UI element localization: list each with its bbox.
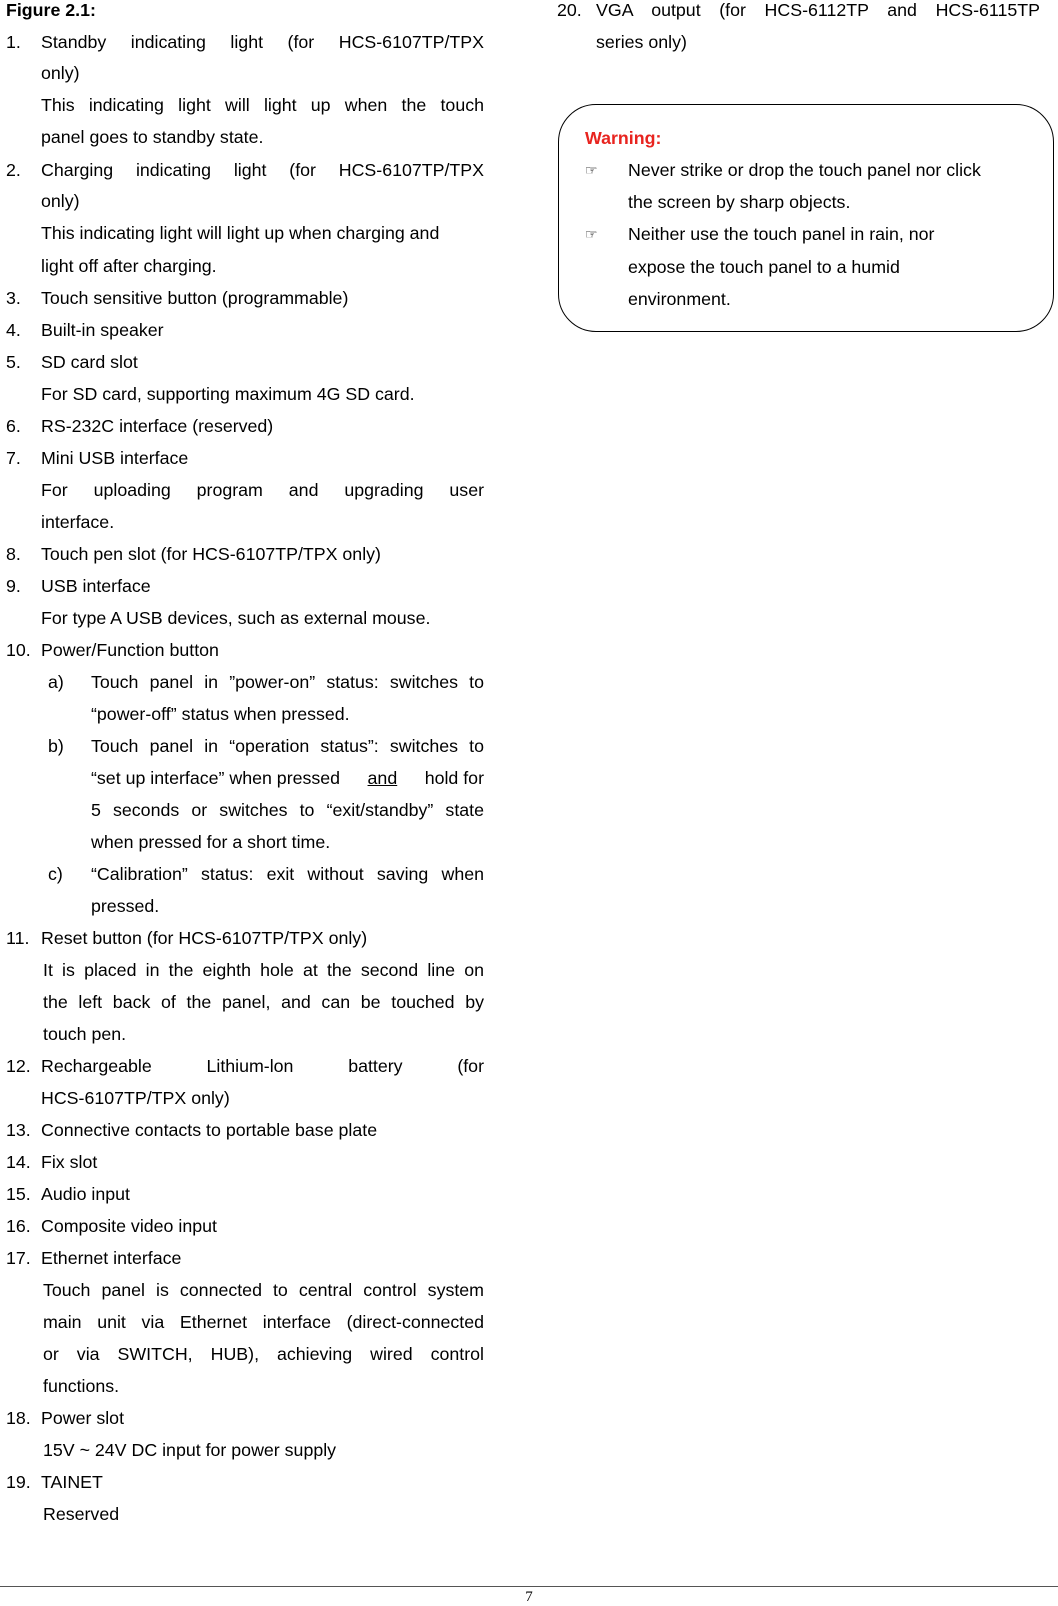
pointing-hand-icon: ☞ <box>585 226 598 242</box>
item-number-3: 3. <box>6 288 21 308</box>
underlined-and: and <box>367 768 398 788</box>
item-number-5: 5. <box>6 352 21 372</box>
item-number-11: 11. <box>6 928 30 948</box>
item-17-desc-3: or via SWITCH, HUB), achieving wired control <box>43 1344 484 1364</box>
item-number-2: 2. <box>6 160 21 180</box>
item-number-18: 18. <box>6 1408 31 1428</box>
item-9-desc: For type A USB devices, such as external mouse. <box>41 608 431 628</box>
item-7: Mini USB interface <box>41 448 189 468</box>
item-number-4: 4. <box>6 320 21 340</box>
item-17-desc: Touch panel is connected to central control system <box>43 1280 484 1300</box>
warning-bullet-2-cont: expose the touch panel to a humid <box>628 257 900 277</box>
item-2-title-cont: only) <box>41 191 80 211</box>
item-2-desc: This indicating light will light up when charging and <box>41 223 440 243</box>
item-1-desc: This indicating light will light up when the touch <box>41 95 484 115</box>
item-19-desc: Reserved <box>43 1504 120 1524</box>
subitem-b-line-3: 5 seconds or switches to “exit/standby” state <box>91 800 484 820</box>
item-number-15: 15. <box>6 1184 31 1204</box>
page-number: 7 <box>525 1589 533 1605</box>
item-number-19: 19. <box>6 1472 31 1492</box>
item-number-10: 10. <box>6 640 31 660</box>
subitem-b-text: “set up interface” when pressed <box>91 768 341 788</box>
item-number-17: 17. <box>6 1248 31 1268</box>
item-4: Built-in speaker <box>41 320 164 340</box>
subitem-c-label: c) <box>48 864 63 884</box>
item-17-desc-2: main unit via Ethernet interface (direct-connected <box>43 1312 484 1332</box>
item-1-desc-cont: panel goes to standby state. <box>41 127 264 147</box>
item-7-desc: For uploading program and upgrading user <box>41 480 484 500</box>
item-15: Audio input <box>41 1184 130 1204</box>
item-number-7: 7. <box>6 448 21 468</box>
subitem-a-label: a) <box>48 672 64 692</box>
item-9: USB interface <box>41 576 151 596</box>
item-number-8: 8. <box>6 544 21 564</box>
subitem-c-line-cont: pressed. <box>91 896 160 916</box>
item-16: Composite video input <box>41 1216 217 1236</box>
subitem-b-line-4: when pressed for a short time. <box>91 832 331 852</box>
subitem-a-line-cont: “power-off” status when pressed. <box>91 704 350 724</box>
warning-bullet-1-cont: the screen by sharp objects. <box>628 192 851 212</box>
item-number-9: 9. <box>6 576 21 596</box>
item-5: SD card slot <box>41 352 138 372</box>
item-13: Connective contacts to portable base plate <box>41 1120 378 1140</box>
subitem-a-line: Touch panel in ”power-on” status: switches to <box>91 672 484 692</box>
item-11-desc: It is placed in the eighth hole at the second line on <box>43 960 484 980</box>
subitem-c-line: “Calibration” status: exit without saving when <box>91 864 484 884</box>
item-1-title-cont: only) <box>41 63 80 83</box>
item-20: VGA output (for HCS-6112TP and HCS-6115TP <box>596 0 1040 20</box>
warning-title: Warning: <box>585 128 662 148</box>
item-19: TAINET <box>41 1472 103 1492</box>
warning-bullet-2-cont-2: environment. <box>628 289 731 309</box>
footer-divider <box>0 1586 1058 1587</box>
warning-bullet-2: Neither use the touch panel in rain, nor <box>628 224 935 244</box>
item-3: Touch sensitive button (programmable) <box>41 288 349 308</box>
item-number-12: 12. <box>6 1056 31 1076</box>
item-1-title: Standby indicating light (for HCS-6107TP/TPX <box>41 32 484 52</box>
item-number-20: 20. <box>557 0 582 20</box>
subitem-b-line: Touch panel in “operation status”: switches to <box>91 736 484 756</box>
item-12-cont: HCS-6107TP/TPX only) <box>41 1088 230 1108</box>
item-7-desc-cont: interface. <box>41 512 115 532</box>
item-number-14: 14. <box>6 1152 31 1172</box>
item-11-desc-2: the left back of the panel, and can be touched by <box>43 992 484 1012</box>
item-12: Rechargeable Lithium-lon battery (for <box>41 1056 484 1076</box>
item-11-desc-3: touch pen. <box>43 1024 127 1044</box>
subitem-b-text-end: hold for <box>424 768 484 788</box>
item-20-cont: series only) <box>596 32 687 52</box>
item-11: Reset button (for HCS-6107TP/TPX only) <box>41 928 368 948</box>
item-2-desc-cont: light off after charging. <box>41 256 217 276</box>
item-5-desc: For SD card, supporting maximum 4G SD card. <box>41 384 415 404</box>
item-18-desc: 15V ~ 24V DC input for power supply <box>43 1440 337 1460</box>
item-17: Ethernet interface <box>41 1248 182 1268</box>
item-18: Power slot <box>41 1408 125 1428</box>
item-10: Power/Function button <box>41 640 219 660</box>
item-number-6: 6. <box>6 416 21 436</box>
item-number-1: 1. <box>6 32 21 52</box>
item-6: RS-232C interface (reserved) <box>41 416 274 436</box>
warning-bullet-1: Never strike or drop the touch panel nor click <box>628 160 981 180</box>
item-14: Fix slot <box>41 1152 98 1172</box>
item-2-title: Charging indicating light (for HCS-6107TP/TPX <box>41 160 484 180</box>
item-17-desc-4: functions. <box>43 1376 120 1396</box>
item-number-16: 16. <box>6 1216 31 1236</box>
item-number-13: 13. <box>6 1120 31 1140</box>
subitem-b-label: b) <box>48 736 64 756</box>
item-8: Touch pen slot (for HCS-6107TP/TPX only) <box>41 544 381 564</box>
figure-label: Figure 2.1: <box>6 0 96 20</box>
pointing-hand-icon: ☞ <box>585 162 598 178</box>
subitem-b-line-2 <box>91 768 484 788</box>
